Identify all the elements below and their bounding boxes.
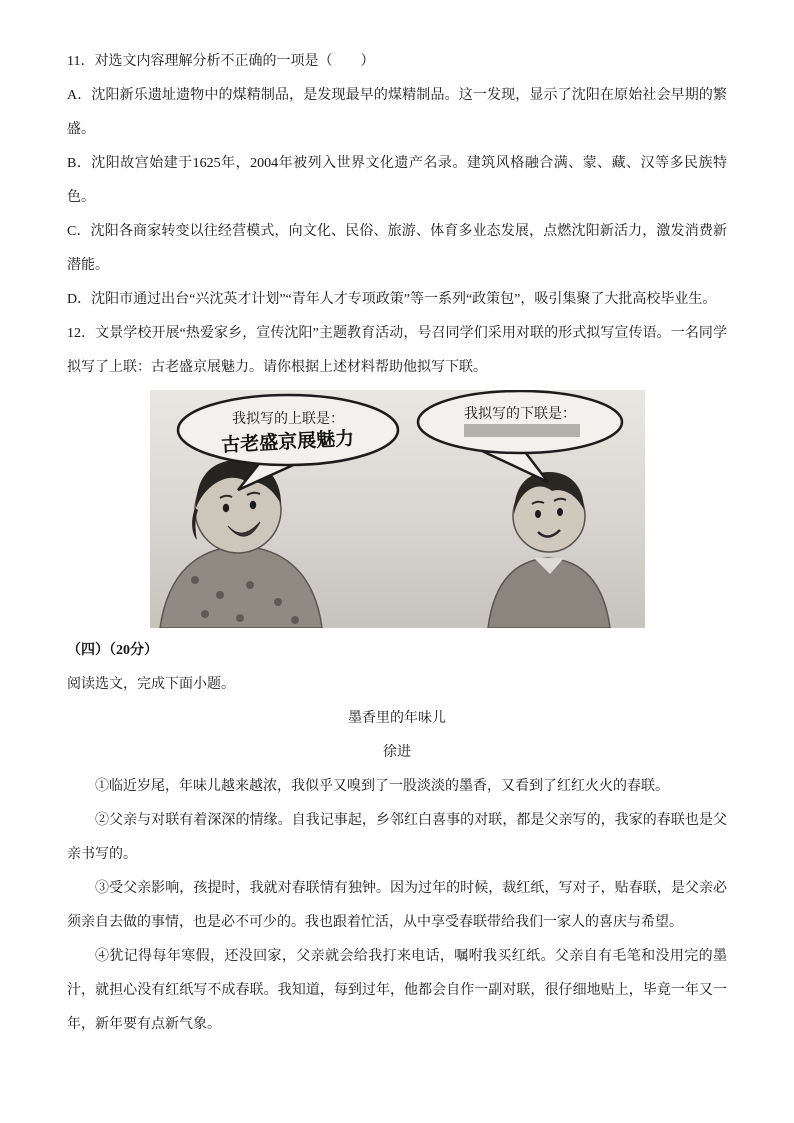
q11-option-c: C．沈阳各商家转变以往经营模式，向文化、民俗、旅游、体育多业态发展，点燃沈阳新活力，激发消费新潜能。 (67, 224, 727, 273)
passage-paragraph-3: ③受父亲影响，孩提时，我就对春联情有独钟。因为过年的时候，裁红纸，写对子，贴春联，是父亲必须亲自去做的事情，也是必不可少的。我也跟着忙活，从中享受春联带给我们一家人的喜庆与希望。 (67, 881, 727, 930)
blank-answer-strip (464, 424, 580, 437)
couplet-cartoon-figure (150, 390, 645, 628)
q11-option-d: D．沈阳市通过出台“兴沈英才计划”“青年人才专项政策”等一系列“政策包”，吸引集聚了大批高校毕业生。 (67, 292, 717, 307)
passage-paragraph-4: ④犹记得每年寒假，还没回家，父亲就会给我打来电话，嘱咐我买红纸。父亲自有毛笔和没用完的墨汁，就担心没有红纸写不成春联。我知道，每到过年，他都会自作一副对联，很仔细地贴上，毕竟一年又一年，新年要有点新气象。 (67, 949, 727, 1032)
q11-option-a: A．沈阳新乐遗址遗物中的煤精制品，是发现最早的煤精制品。这一发现，显示了沈阳在原始社会早期的繁盛。 (67, 88, 727, 137)
passage-author: 徐进 (383, 745, 411, 760)
q11-stem: 11．对选文内容理解分析不正确的一项是（ ） (67, 54, 375, 69)
left-bubble-text-2: 古老盛京展魅力 (220, 428, 355, 457)
passage-paragraph-2: ②父亲与对联有着深深的情缘。自我记事起，乡邻红白喜事的对联，都是父亲写的，我家的春联也是父亲书写的。 (67, 813, 727, 862)
passage-paragraph-1: ①临近岁尾，年味儿越来越浓，我似乎又嗅到了一股淡淡的墨香，又看到了红红火火的春联。 (95, 779, 669, 794)
section4-heading: （四）（20分） (67, 643, 158, 658)
section4-intro: 阅读选文，完成下面小题。 (67, 677, 235, 692)
q12-stem: 12．文景学校开展“热爱家乡，宣传沈阳”主题教育活动，号召同学们采用对联的形式拟写宣传语。一名同学拟写了上联：古老盛京展魅力。请你根据上述材料帮助他拟写下联。 (67, 326, 727, 375)
q11-option-b: B．沈阳故宫始建于1625年，2004年被列入世界文化遗产名录。建筑风格融合满、蒙、藏、汉等多民族特色。 (67, 156, 727, 205)
passage-title: 墨香里的年味儿 (348, 711, 446, 726)
right-bubble-text-1: 我拟写的下联是： (463, 407, 576, 422)
left-bubble-text-1: 我拟写的上联是： (231, 412, 344, 427)
